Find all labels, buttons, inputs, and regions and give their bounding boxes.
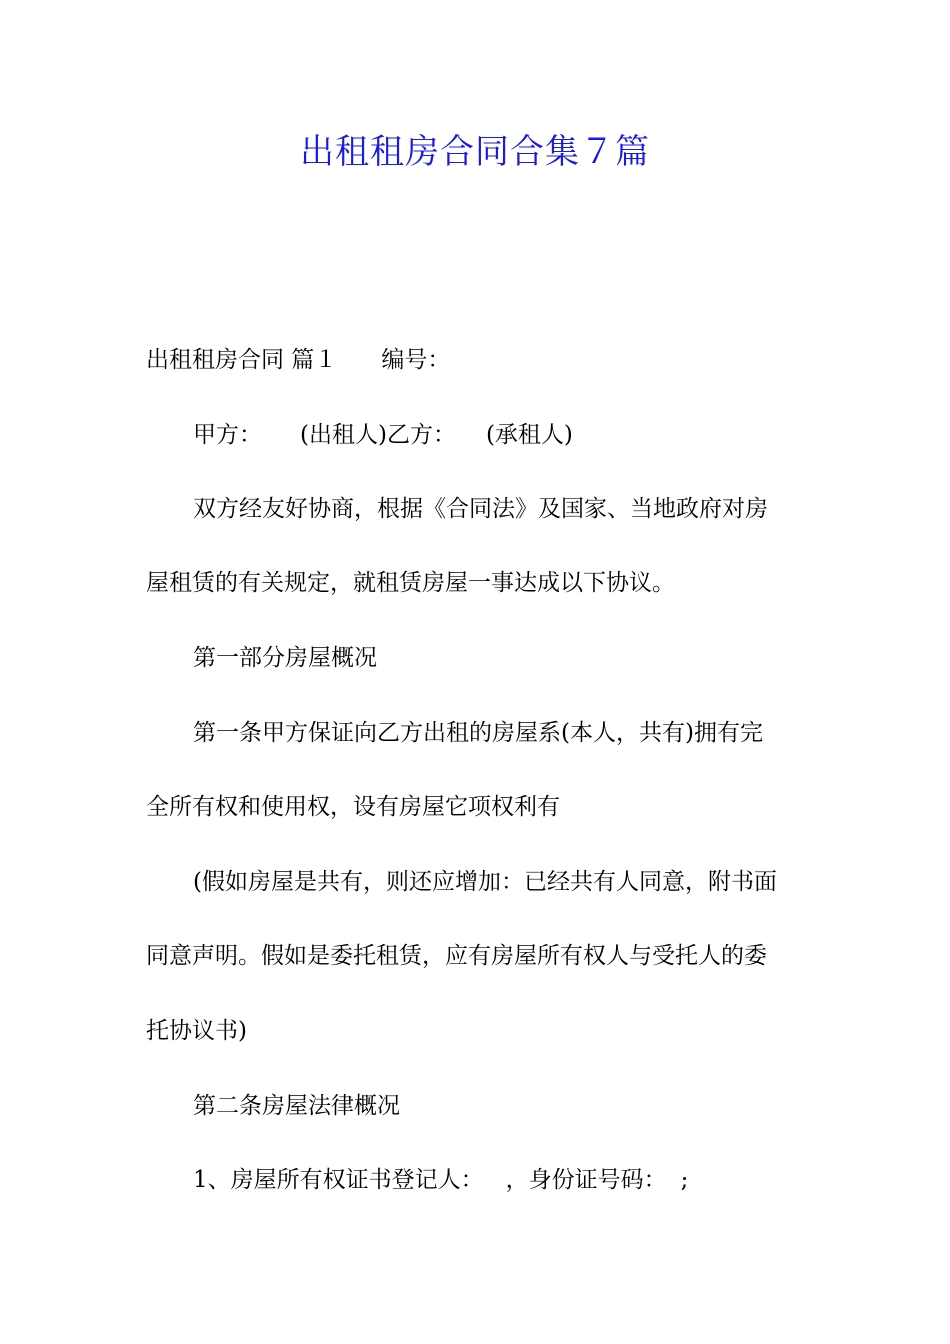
paragraph-line: 全所有权和使用权，设有房屋它项权利有 <box>146 794 560 820</box>
contract-number-label: 编号： <box>381 347 451 373</box>
contract-heading-line <box>146 343 816 377</box>
registration-line <box>193 1163 863 1197</box>
id-number-label: ，身份证号码： <box>505 1167 667 1193</box>
paragraph-line: 屋租赁的有关规定，就租赁房屋一事达成以下协议。 <box>146 570 675 596</box>
paragraph-line: 同意声明。假如是委托租赁，应有房屋所有权人与受托人的委 <box>146 943 767 969</box>
paragraph-line: 第一条甲方保证向乙方出租的房屋系(本人，共有)拥有完 <box>193 720 763 746</box>
lessee-label: (承租人) <box>485 422 573 448</box>
paragraph-line: 托协议书) <box>146 1018 247 1044</box>
section-heading: 第一部分房屋概况 <box>193 645 377 671</box>
section-heading: 第二条房屋法律概况 <box>193 1093 400 1119</box>
line-end-mark: ; <box>680 1167 689 1193</box>
contract-heading: 出租租房合同 篇１ <box>146 347 338 373</box>
party-b-label: (出租人)乙方： <box>300 422 456 448</box>
party-a-label: 甲方： <box>193 422 262 448</box>
paragraph-line: 双方经友好协商，根据《合同法》及国家、当地政府对房 <box>193 496 768 522</box>
parties-line <box>193 418 863 452</box>
document-title: 出租租房合同合集７篇 <box>300 132 650 172</box>
owner-label: 1、房屋所有权证书登记人： <box>193 1167 484 1193</box>
paragraph-line: (假如房屋是共有，则还应增加：已经共有人同意，附书面 <box>193 869 777 895</box>
